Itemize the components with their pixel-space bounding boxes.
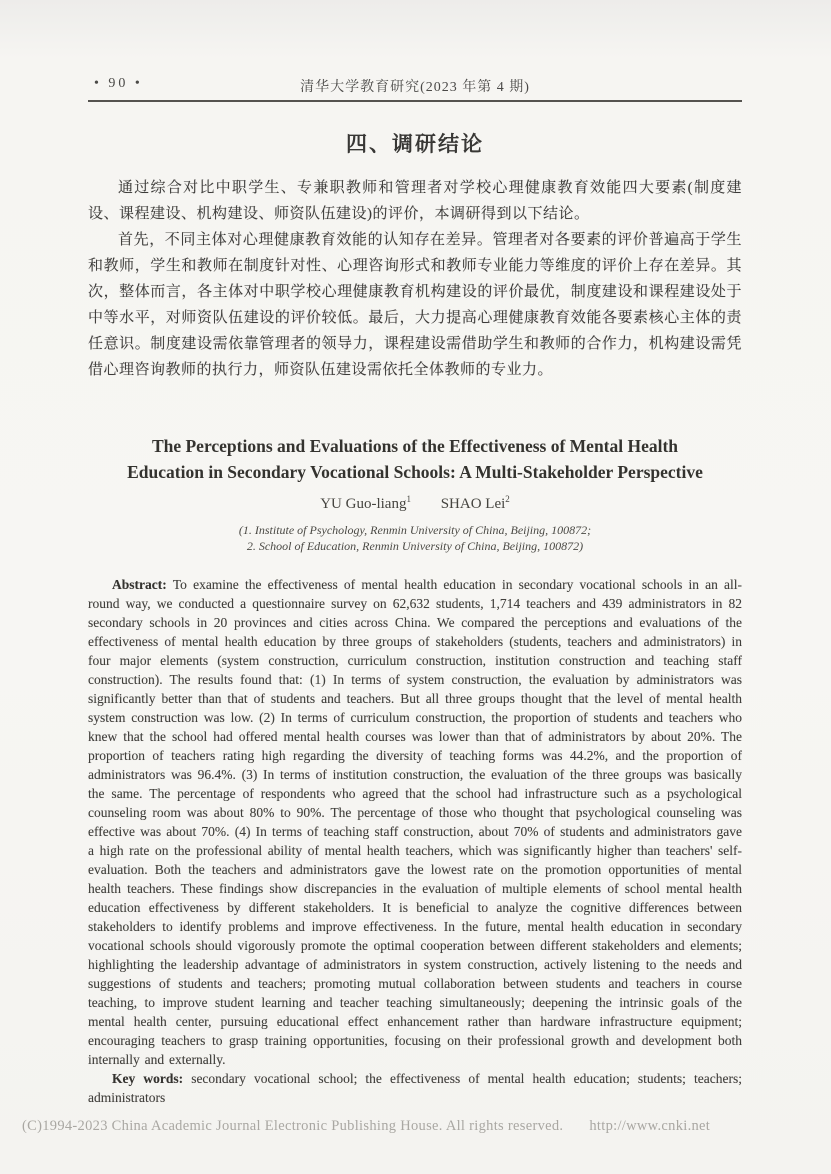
footer-url: http://www.cnki.net (589, 1118, 711, 1134)
page-content (88, 76, 742, 1107)
abstract-text: To examine the effectiveness of mental health education in secondary vocational schools in an all-round way, we conducted a questionnaire survey on 62,632 students, 1,714 teachers and 439 administrators in 82 secondary schools in 20 provinces and cities across China. We compared the perceptions and evaluations of the effectiveness of mental health education by three groups of stakeholders (students, teachers and administrators) in four major elements (system construction, curriculum construction, institution construction and teaching staff construction). The results found that: (1) In terms of system construction, the evaluation by administrators was significantly better than that of students and teachers. But all three groups thought that the level of mental health system construction was low. (2) In terms of curriculum construction, the proportion of students and teachers who knew that the school had offered mental health courses was lower than that of administrators by about 20%. The proportion of teachers rating high regarding the diversity of teaching forms was 44.2%, and the proportion of administrators was 96.4%. (3) In terms of institution construction, the evaluation of the three groups was basically the same. The percentage of respondents who agreed that the school had infrastructure such as a psychological counseling room was about 80% to 90%. The percentage of those who thought that psychological counseling was effective was about 70%. (4) In terms of teaching staff construction, about 70% of students and administrators gave a high rate on the professional ability of mental health teachers, which was significantly higher than teachers' self-evaluation. Both the teachers and administrators gave the lowest rate on the promotion opportunities of mental health teachers. These findings show discrepancies in the evaluation of multiple elements of school mental health education effectiveness by different stakeholders. It is beneficial to analyze the cognitive differences between stakeholders to identify problems and improve effectiveness. In the future, mental health education in secondary vocational schools should vigorously promote the optimal cooperation between different stakeholders and elements; highlighting the leadership advantage of administrators in system construction, actively listening to the needs and suggestions of students and teachers; promoting mutual collaboration between students and teachers in course teaching, to improve student learning and teacher teaching simultaneously; deepening the intrinsic goals of the mental health center, pursuing educational effect enhancement rather than hardware infrastructure equipment; encouraging teachers to grasp training opportunities, focusing on their professional growth and development both internally and externally. (88, 577, 742, 1067)
author-superscript: 2 (505, 494, 510, 504)
affiliation-line: 2. School of Education, Renmin University of China, Beijing, 100872) (246, 539, 584, 553)
author-name: YU Guo-liang (320, 496, 407, 512)
body-paragraph: 通过综合对比中职学生、专兼职教师和管理者对学校心理健康教育效能四大要素(制度建设、课程建设、机构建设、师资队伍建设)的评价，本调研得到以下结论。 (88, 180, 742, 222)
english-title-line: Education in Secondary Vocational Schools: A Multi-Stakeholder Perspective (127, 462, 703, 482)
keywords-label: Key words: (112, 1071, 192, 1086)
author (320, 494, 411, 513)
abstract-label: Abstract: (112, 577, 173, 592)
authors-line (88, 494, 742, 513)
journal-title: 清华大学教育研究(2023 年第 4 期) (300, 80, 530, 95)
scan-footer (22, 1118, 710, 1135)
header-divider (88, 100, 742, 102)
page-number: • 90 • (94, 76, 143, 91)
author (441, 494, 510, 513)
section-heading: 四、调研结论 (346, 132, 484, 156)
body-paragraph: 首先，不同主体对心理健康教育效能的认知存在差异。管理者对各要素的评价普遍高于学生和教师，学生和教师在制度针对性、心理咨询形式和教师专业能力等维度的评价上存在差异。其次，整体而言，各主体对中职学校心理健康教育机构建设的评价最优，制度建设和课程建设处于中等水平，对师资队伍建设的评价较低。最后，大力提高心理健康教育效能各要素核心主体的责任意识。制度建设需依靠管理者的领导力，课程建设需借助学生和教师的合作力，机构建设需凭借心理咨询教师的执行力，师资队伍建设需依托全体教师的专业力。 (88, 232, 742, 378)
running-head (88, 76, 742, 96)
english-title (88, 433, 742, 485)
abstract-paragraph (88, 575, 742, 1069)
chinese-body (88, 175, 742, 383)
footer-copyright: (C)1994-2023 China Academic Journal Electronic Publishing House. All rights reserved. (22, 1118, 564, 1134)
affiliation-line: (1. Institute of Psychology, Renmin University of China, Beijing, 100872; (238, 523, 592, 537)
english-title-line: The Perceptions and Evaluations of the Effectiveness of Mental Health (151, 436, 679, 456)
author-superscript: 1 (406, 494, 411, 504)
author-name: SHAO Lei (440, 496, 506, 512)
keywords-text: secondary vocational school; the effectiveness of mental health education; students; teachers; administrators (88, 1071, 742, 1105)
keywords-paragraph (88, 1069, 742, 1107)
affiliations (88, 522, 742, 554)
